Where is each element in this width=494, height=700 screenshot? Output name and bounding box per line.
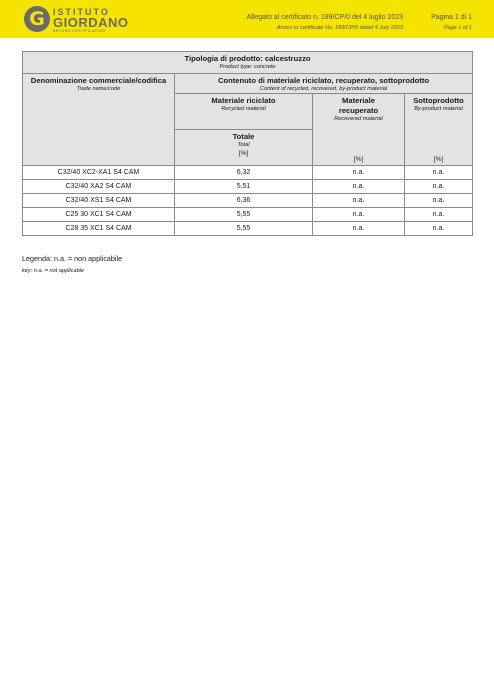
- recovered-value-cell: n.a.: [313, 222, 405, 236]
- table-row: [23, 222, 473, 236]
- logo-tagline: BEYOND CERTIFICATION: [53, 29, 106, 33]
- byproduct-header-title: Sottoprodotto: [413, 96, 464, 105]
- byproduct-value-cell: n.a.: [405, 222, 473, 236]
- trade-name-header-title: Denominazione commerciale/codifica: [30, 76, 167, 85]
- legend-text: Legenda: n.a. = non applicabile: [22, 254, 123, 263]
- trade-name-cell: C32/40 XS1 S4 CAM: [23, 194, 175, 208]
- table-row: [23, 166, 473, 180]
- recycled-header: [175, 94, 313, 130]
- total-unit: [%]: [238, 150, 249, 157]
- product-type-row: [23, 52, 473, 74]
- istituto-giordano-logo: [24, 6, 144, 34]
- product-type-subtitle: Product type: concrete: [219, 64, 276, 70]
- trade-name-cell: C28 35 XC1 S4 CAM: [23, 222, 175, 236]
- recycled-header-subtitle: Recycled material: [221, 106, 266, 112]
- byproduct-value-cell: n.a.: [405, 208, 473, 222]
- trade-name-header: [23, 74, 175, 166]
- trade-name-cell: C32/40 XA2 S4 CAM: [23, 180, 175, 194]
- content-header-title: Contenuto di materiale riciclato, recuperato, sottoprodotto: [218, 76, 429, 85]
- recovered-header-subtitle: Recovered material: [334, 116, 383, 122]
- recovered-value-cell: n.a.: [313, 208, 405, 222]
- table-row: [23, 194, 473, 208]
- byproduct-value-cell: n.a.: [405, 194, 473, 208]
- total-header-subtitle: Total: [237, 142, 250, 148]
- recycled-value-cell: 6,36: [175, 194, 313, 208]
- content-header-row: [23, 74, 473, 94]
- recycled-value-cell: 6,32: [175, 166, 313, 180]
- recycled-content-table: [22, 51, 473, 236]
- recovered-value-cell: n.a.: [313, 194, 405, 208]
- recycled-value-cell: 5,55: [175, 222, 313, 236]
- recovered-header: [313, 94, 405, 166]
- annex-title-english: Annex to certificate No. 189/CP/0 dated 4 July 2023: [276, 25, 403, 31]
- recovered-unit: [%]: [353, 156, 364, 163]
- trade-name-header-subtitle: Trade name/code: [76, 86, 121, 92]
- total-header-title: Totale: [232, 132, 255, 141]
- content-header: [175, 74, 473, 94]
- byproduct-unit: [%]: [433, 156, 444, 163]
- total-header: [175, 130, 313, 166]
- legend-text-english: key: n.a. = not applicable: [22, 268, 85, 274]
- trade-name-cell: C32/40 XC2-XA1 S4 CAM: [23, 166, 175, 180]
- byproduct-header-subtitle: By-product material: [414, 106, 463, 112]
- logo-main-text: GIORDANO: [53, 15, 129, 30]
- byproduct-value-cell: n.a.: [405, 166, 473, 180]
- table-row: [23, 180, 473, 194]
- page-number-english: Page 1 of 1: [443, 25, 472, 31]
- byproduct-value-cell: n.a.: [405, 180, 473, 194]
- content-header-subtitle: Content of recycled, recovered, by-product material: [259, 86, 388, 92]
- logo-top-text: ISTITUTO: [53, 7, 110, 17]
- recycled-value-cell: 5,55: [175, 208, 313, 222]
- byproduct-header: [405, 94, 473, 166]
- product-type-title: Tipologia di prodotto: calcestruzzo: [184, 54, 311, 63]
- annex-title: Allegato al certificato n. 189/CP/0 del 4 luglio 2023: [246, 14, 403, 21]
- recovered-value-cell: n.a.: [313, 166, 405, 180]
- document-header: [0, 0, 494, 38]
- logo-g-icon: G: [24, 6, 50, 32]
- product-type-cell: [23, 52, 473, 74]
- page-number: Pagina 1 di 1: [431, 14, 472, 21]
- table-row: [23, 208, 473, 222]
- recycled-value-cell: 5,51: [175, 180, 313, 194]
- recycled-header-title: Materiale riciclato: [211, 96, 276, 105]
- recovered-header-title: Materiale recuperato: [338, 96, 379, 115]
- recovered-value-cell: n.a.: [313, 180, 405, 194]
- trade-name-cell: C25 30 XC1 S4 CAM: [23, 208, 175, 222]
